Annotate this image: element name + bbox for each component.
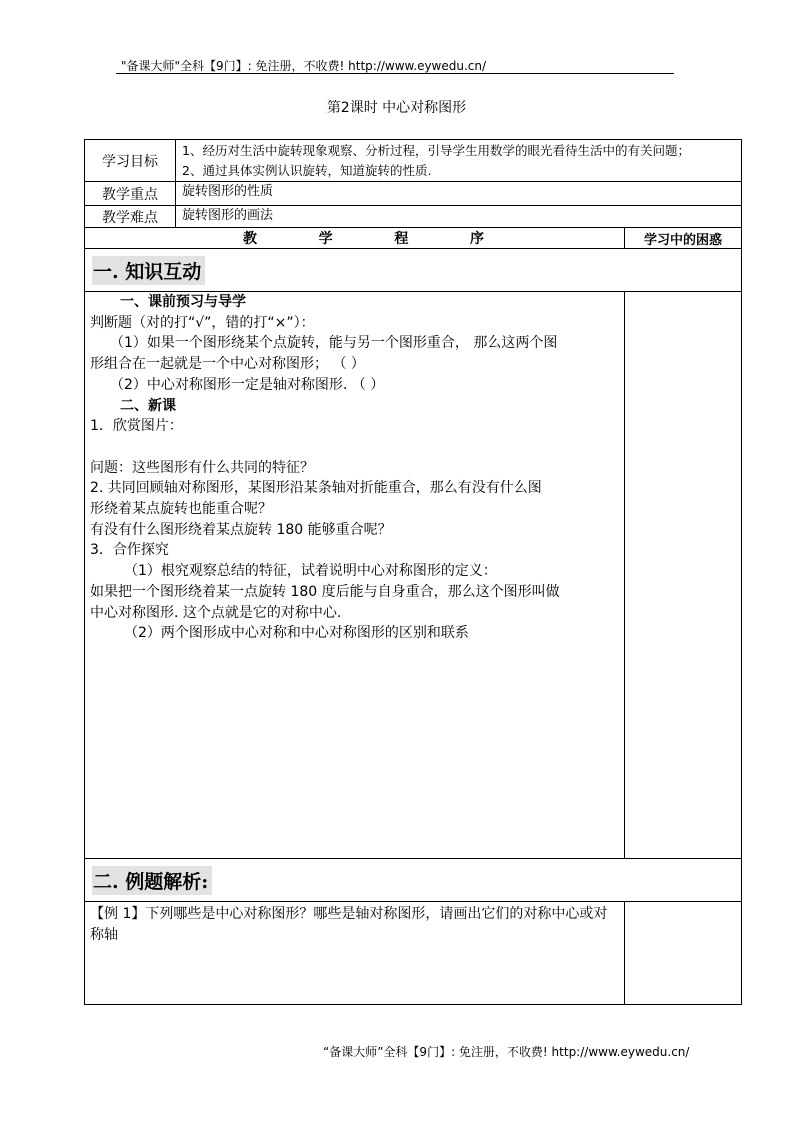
difficulty-row (85, 206, 742, 228)
page-title: 第2课时 中心对称图形 (326, 100, 467, 116)
section2-row (85, 859, 742, 902)
example-content (85, 902, 625, 1005)
example-line: 【例 1】下列哪些是中心对称图形？哪些是轴对称图形，请画出它们的对称中心或对 (90, 906, 608, 922)
difficulty-value: 旋转图形的画法 (176, 206, 742, 228)
content-line: 有没有什么图形绕着某点旋转 180 能够重合呢？ (90, 521, 392, 538)
program-char: 教 (243, 231, 257, 247)
content-line: 形组合在一起就是一个中心对称图形； （ ） (90, 356, 365, 373)
content-line: （2）中心对称图形一定是轴对称图形. （ ） (110, 376, 385, 393)
subheading-new-lesson: 二、新课 (120, 397, 176, 414)
confusion-heading: 学习中的困惑 (625, 228, 742, 249)
goals-cell (176, 140, 742, 182)
section1-cell (85, 249, 742, 292)
confusion-cell (625, 902, 742, 1005)
lesson-table (84, 139, 742, 1005)
header-rule (116, 73, 674, 74)
section1-content (85, 292, 625, 859)
example-row (85, 902, 742, 1005)
content-line: 2. 共同回顾轴对称图形，某图形沿某条轴对折能重合，那么有没有什么图 (90, 480, 542, 497)
page-header: "备课大师"全科【9门】: 免注册，不收费! http://www.eywedu.cn/ (121, 59, 487, 73)
key-value: 旋转图形的性质 (176, 182, 742, 206)
program-char: 序 (469, 231, 484, 247)
section1-content-row (85, 292, 742, 859)
section1-title: 一. 知识互动 (92, 256, 205, 285)
content-line: 1．欣赏图片： (90, 418, 183, 435)
section1-row (85, 249, 742, 292)
content-line: 判断题（对的打“√”，错的打“×”）： (90, 314, 315, 331)
subheading-preview: 一、课前预习与导学 (120, 294, 246, 310)
section2-title: 二. 例题解析: (92, 866, 212, 895)
section2-cell (85, 859, 742, 902)
content-line: 问题：这些图形有什么共同的特征？ (90, 459, 314, 476)
goals-row (85, 140, 742, 182)
confusion-cell (625, 292, 742, 859)
content-line: （1）根究观察总结的特征，试着说明中心对称图形的定义： (124, 563, 497, 580)
page-footer: “备课大师”全科【9门】: 免注册，不收费! http://www.eywedu.cn/ (323, 1045, 690, 1059)
content-line: （2）两个图形成中心对称和中心对称图形的区别和联系 (124, 625, 469, 642)
content-line: 中心对称图形. 这个点就是它的对称中心. (90, 604, 342, 621)
content-line: （1）如果一个图形绕某个点旋转，能与另一个图形重合， 那么这两个图 (110, 335, 558, 352)
program-heading (85, 228, 625, 249)
program-char: 程 (394, 231, 409, 247)
program-char: 学 (318, 231, 333, 247)
goal-item: 2、通过具体实例认识旋转，知道旋转的性质. (182, 163, 432, 178)
content-line: 3．合作探究 (90, 542, 169, 559)
goal-item: 1、经历对生活中旋转现象观察、分析过程，引导学生用数学的眼光看待生活中的有关问题； (182, 143, 690, 158)
blank-line (90, 437, 624, 458)
example-line: 称轴 (90, 926, 118, 943)
difficulty-label: 教学难点 (85, 206, 176, 228)
program-header-row (85, 228, 742, 249)
key-label: 教学重点 (85, 182, 176, 206)
goals-label: 学习目标 (85, 140, 176, 182)
key-row (85, 182, 742, 206)
content-line: 如果把一个图形绕着某一点旋转 180 度后能与自身重合，那么这个图形叫做 (90, 583, 560, 600)
content-line: 形绕着某点旋转也能重合呢？ (90, 501, 272, 518)
